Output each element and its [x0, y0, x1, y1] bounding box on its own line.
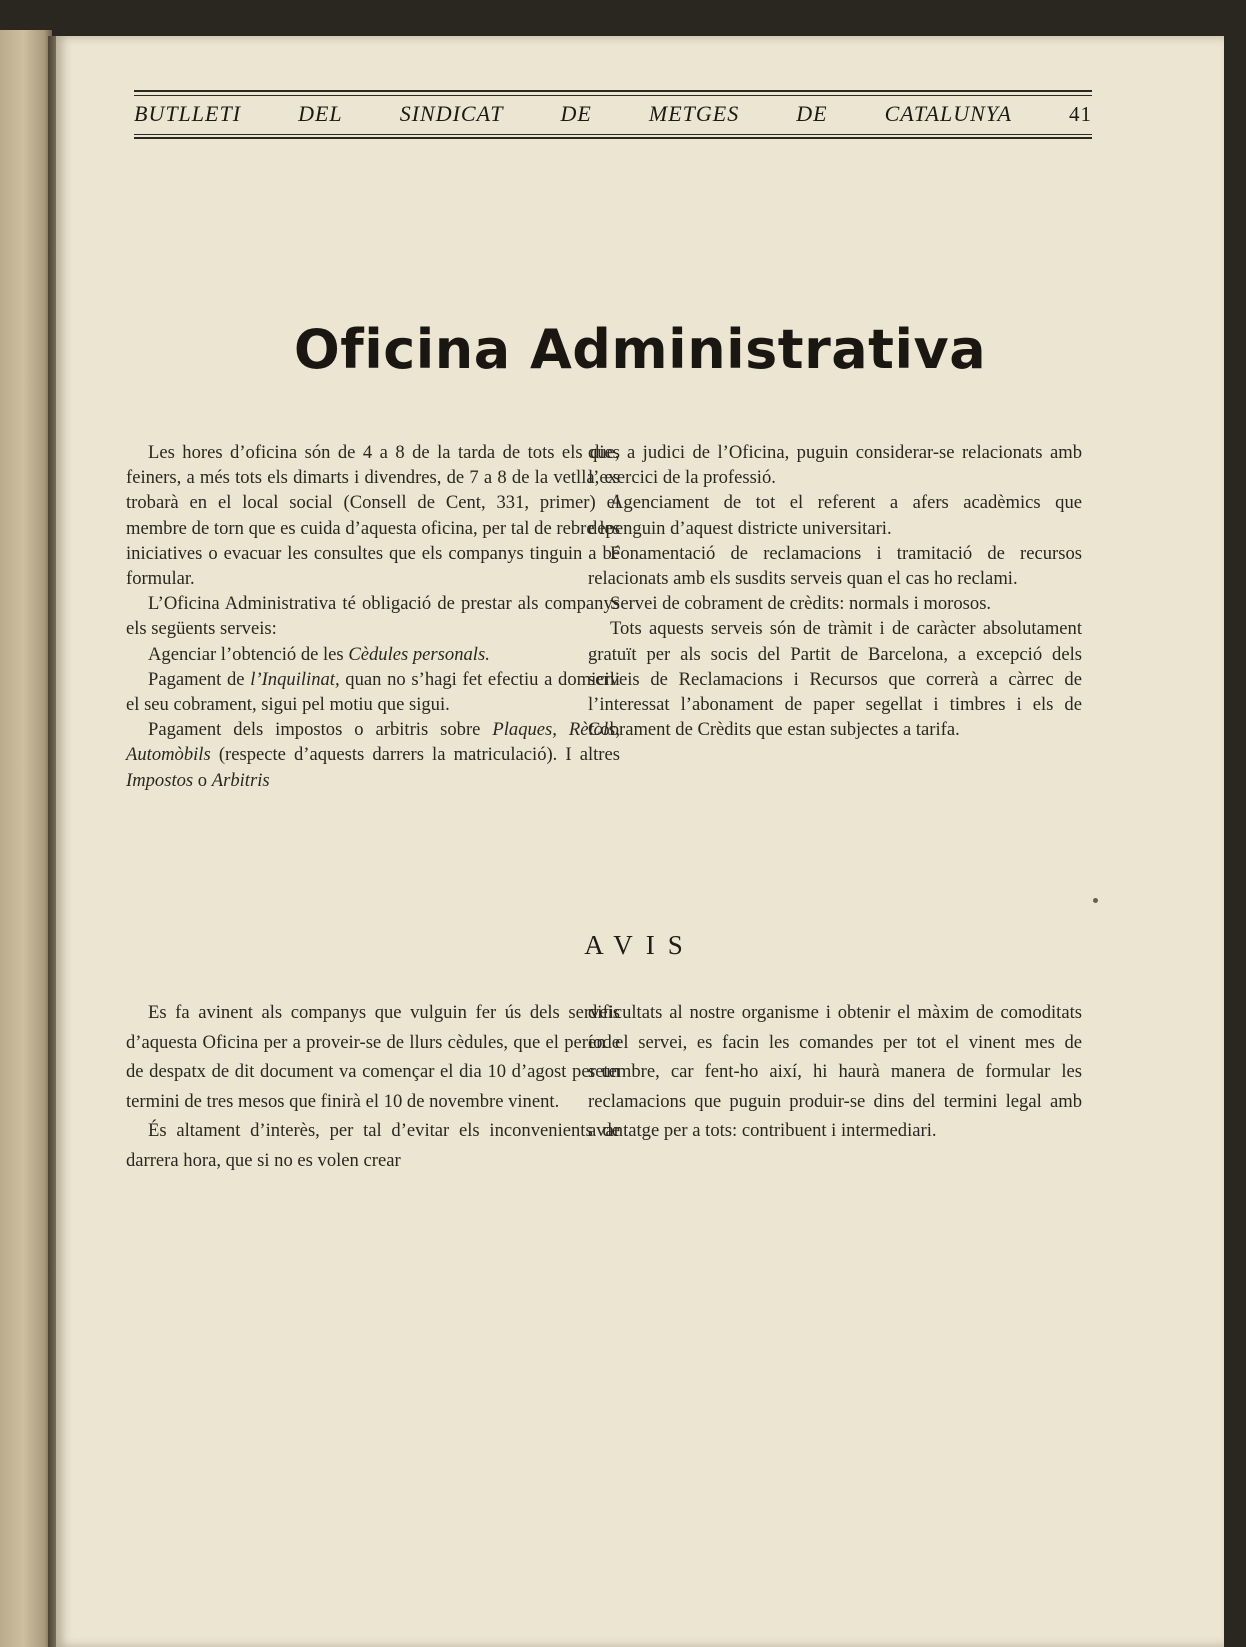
notice-right-column [588, 998, 1082, 1146]
header-word: CATALUNYA [884, 101, 1012, 126]
header-word: DEL [298, 101, 343, 126]
header-word: SINDICAT [399, 101, 504, 126]
article-right-column [588, 440, 1082, 742]
paragraph: dificultats al nostre organisme i obtenir el màxim de comoditats en el servei, es facin les comandes per tot el vinent mes de setembre, car fent-ho així, hi haurà manera de formular les reclamacions que puguin produir-se dins del termini legal amb avantatge per a tots: contribuent i intermediari. [588, 1002, 1082, 1142]
ink-speck [1093, 898, 1098, 903]
paragraph: Es fa avinent als companys que vulguin fer ús dels serveis d’aquesta Oficina per a proveir-se de llurs cèdules, que el període de despatx de dit document va començar el dia 10 d’agost per un termini de tres mesos que finirà el 10 de novembre vinent. [126, 1002, 620, 1112]
header-rule-bottom [134, 137, 1092, 139]
facing-page-edge [0, 30, 52, 1647]
article-title: Oficina Administrativa [293, 318, 987, 381]
journal-page [56, 36, 1224, 1647]
service-item: Pagament de l’Inquilinat, quan no s’hagi fet efectiu a domicili el seu cobrament, sigui pel motiu que sigui. [126, 668, 620, 716]
header-word: DE [796, 101, 828, 126]
paragraph: que, a judici de l’Oficina, puguin considerar-se relacionats amb l’exercici de la professió. [588, 442, 1082, 489]
header-rule-bottom-thin [134, 134, 1092, 135]
header-word: DE [560, 101, 592, 126]
notice-left-column [126, 998, 620, 1176]
header-word: METGES [648, 101, 740, 126]
service-item: Pagament dels impostos o arbitris sobre Plaques, Rètols, Automòbils (respecte d’aquests darrers la matriculació). I altres Impostos o Arbitris [126, 719, 621, 791]
service-item: Agenciament de tot el referent a afers acadèmics que depenguin d’aquest districte universitari. [588, 492, 1082, 539]
paragraph: És altament d’interès, per tal d’evitar els inconvenients de darrera hora, que si no es volen crear [126, 1120, 620, 1171]
header-rule-top [134, 90, 1092, 92]
paragraph: L’Oficina Administrativa té obligació de prestar als companys els següents serveis: [126, 593, 620, 640]
service-item: Agenciar l’obtenció de les Cèdules personals. [148, 643, 490, 665]
header-rule-top-thin [134, 95, 1092, 96]
notice-title: AVIS [584, 930, 696, 960]
page-number: 41 [1068, 101, 1092, 126]
running-header [134, 100, 1092, 128]
paragraph: Les hores d’oficina són de 4 a 8 de la tarda de tots els dies feiners, a més tots els dimarts i divendres, de 7 a 8 de la vetlla, es trobarà en el local social (Consell de Cent, 331, primer) el membre de torn que es cuida d’aquesta oficina, per tal de rebre les iniciatives o evacuar les consultes que els companys tinguin a bé formular. [126, 442, 620, 590]
paragraph: Tots aquests serveis són de tràmit i de caràcter absolutament gratuït per als socis del Partit de Barcelona, a excepció dels serveis de Reclamacions i Recursos que correrà a càrrec de l’interessat l’abonament de paper segellat i timbres i els de Cobrament de Crèdits que estan subjectes a tarifa. [588, 618, 1082, 741]
article-left-column [126, 440, 620, 793]
header-word: BUTLLETI [134, 101, 242, 126]
service-item: Servei de cobrament de crèdits: normals i morosos. [610, 593, 992, 615]
service-item: Fonamentació de reclamacions i tramitació de recursos relacionats amb els susdits serveis quan el cas ho reclami. [588, 542, 1082, 590]
